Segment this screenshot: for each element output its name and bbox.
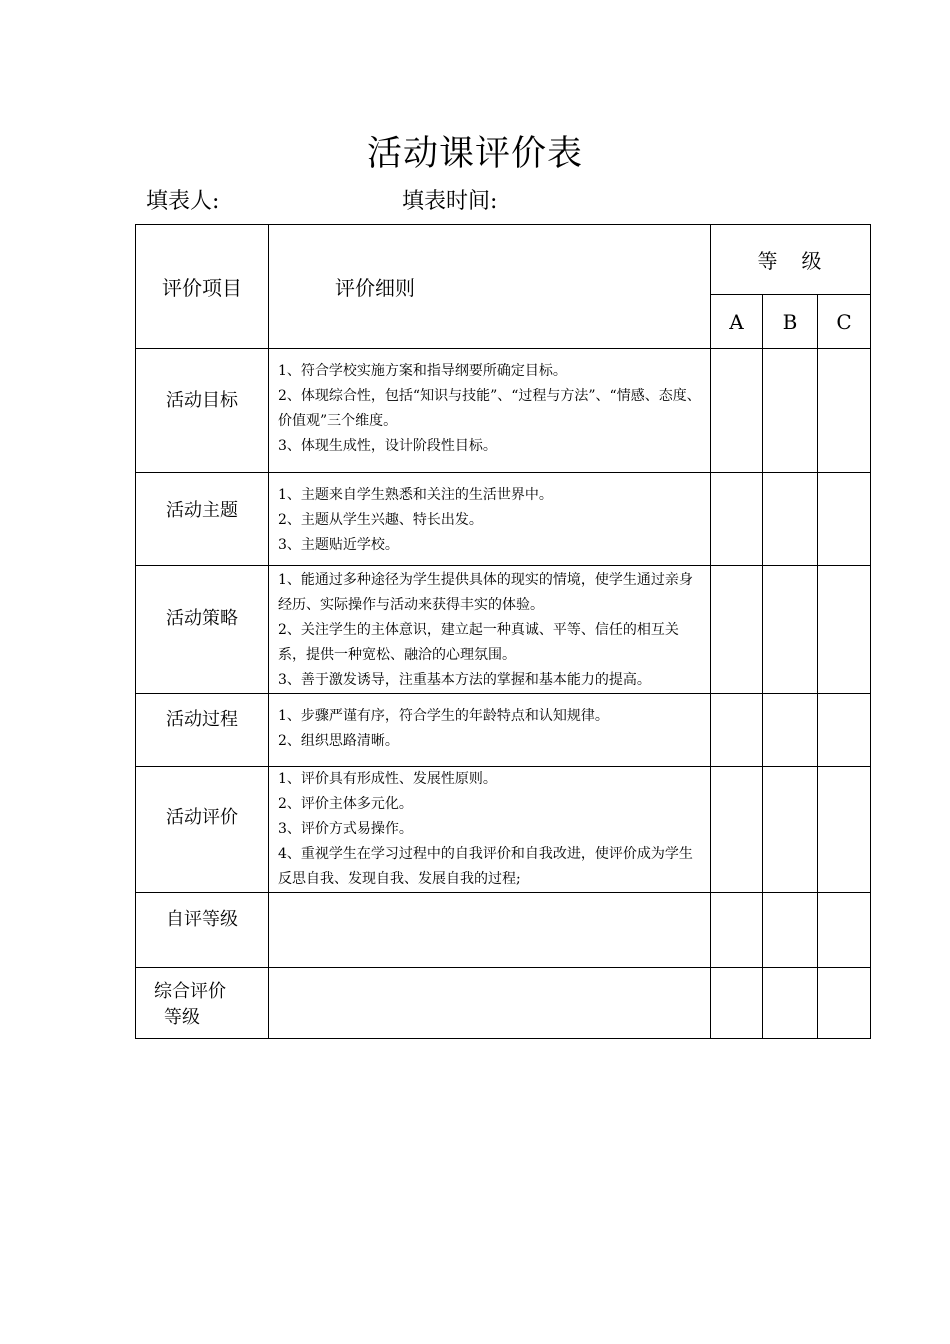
grade-b-cell[interactable] xyxy=(763,968,818,1039)
table-row xyxy=(136,767,871,893)
page-title: 活动课评价表 xyxy=(366,134,583,174)
item-cell xyxy=(136,893,269,968)
self-grade-label: 自评等级 xyxy=(166,909,238,930)
item-cell xyxy=(136,694,269,767)
table-row xyxy=(136,473,871,566)
grade-b-cell[interactable] xyxy=(763,473,818,566)
grade-a-cell[interactable] xyxy=(711,694,763,767)
grade-a-cell[interactable] xyxy=(711,349,763,473)
detail-line: 3、善于激发诱导，注重基本方法的掌握和基本能力的提高。 xyxy=(278,672,651,688)
table-row xyxy=(136,694,871,767)
detail-cell xyxy=(269,349,711,473)
grade-c-cell[interactable] xyxy=(818,893,871,968)
detail-line: 1、评价具有形成性、发展性原则。 xyxy=(278,771,497,787)
item-cell xyxy=(136,473,269,566)
item-label: 活动目标 xyxy=(166,390,238,411)
detail-cell xyxy=(269,473,711,566)
overall-grade-label-line1: 综合评价 xyxy=(154,981,226,1002)
header-detail: 评价细则 xyxy=(269,225,711,349)
grade-a-cell[interactable] xyxy=(711,893,763,968)
detail-cell xyxy=(269,767,711,893)
item-label: 活动策略 xyxy=(166,608,238,629)
grade-c-cell[interactable] xyxy=(818,968,871,1039)
self-grade-row xyxy=(136,893,871,968)
header-item: 评价项目 xyxy=(136,225,269,349)
grade-letter-b: B xyxy=(763,295,818,349)
detail-line: 4、重视学生在学习过程中的自我评价和自我改进，使评价成为学生反思自我、发现自我、发展自我的过程; xyxy=(278,846,693,887)
detail-line: 2、主题从学生兴趣、特长出发。 xyxy=(278,512,483,528)
overall-grade-label-line2: 等级 xyxy=(164,1007,200,1028)
item-cell xyxy=(136,767,269,893)
header-row xyxy=(136,225,871,295)
detail-line: 3、体现生成性，设计阶段性目标。 xyxy=(278,438,497,454)
overall-grade-detail-cell[interactable] xyxy=(269,968,711,1039)
grade-a-cell[interactable] xyxy=(711,767,763,893)
table-row xyxy=(136,349,871,473)
grade-c-cell[interactable] xyxy=(818,566,871,694)
detail-line: 2、关注学生的主体意识，建立起一种真诚、平等、信任的相互关系，提供一种宽松、融洽的心理氛围。 xyxy=(278,622,679,663)
self-grade-detail-cell[interactable] xyxy=(269,893,711,968)
grade-b-cell[interactable] xyxy=(763,893,818,968)
grade-c-cell[interactable] xyxy=(818,473,871,566)
overall-grade-row xyxy=(136,968,871,1039)
item-label: 活动评价 xyxy=(166,807,238,828)
grade-c-cell[interactable] xyxy=(818,349,871,473)
detail-cell xyxy=(269,694,711,767)
grade-b-cell[interactable] xyxy=(763,349,818,473)
date-label: 填表时间: xyxy=(402,189,498,214)
grade-a-cell[interactable] xyxy=(711,473,763,566)
table-row xyxy=(136,566,871,694)
grade-b-cell[interactable] xyxy=(763,767,818,893)
grade-letter-c: C xyxy=(818,295,871,349)
grade-c-cell[interactable] xyxy=(818,767,871,893)
detail-cell xyxy=(269,566,711,694)
item-cell xyxy=(136,566,269,694)
grade-a-cell[interactable] xyxy=(711,566,763,694)
detail-line: 1、主题来自学生熟悉和关注的生活世界中。 xyxy=(278,487,553,503)
grade-b-cell[interactable] xyxy=(763,694,818,767)
detail-line: 3、主题贴近学校。 xyxy=(278,537,399,553)
detail-line: 1、步骤严谨有序，符合学生的年龄特点和认知规律。 xyxy=(278,708,609,724)
detail-line: 2、体现综合性，包括“知识与技能”、“过程与方法”、“情感、态度、价值观”三个维度。 xyxy=(278,388,701,429)
detail-line: 2、评价主体多元化。 xyxy=(278,796,413,812)
evaluation-table xyxy=(135,224,871,1039)
detail-line: 2、组织思路清晰。 xyxy=(278,733,399,749)
detail-line: 3、评价方式易操作。 xyxy=(278,821,413,837)
detail-line: 1、能通过多种途径为学生提供具体的现实的情境，使学生通过亲身经历、实际操作与活动来获得丰实的体验。 xyxy=(278,572,693,613)
grade-c-cell[interactable] xyxy=(818,694,871,767)
grade-b-cell[interactable] xyxy=(763,566,818,694)
grade-letter-a: A xyxy=(711,295,763,349)
item-cell xyxy=(136,349,269,473)
item-cell xyxy=(136,968,269,1039)
header-grade: 等 级 xyxy=(711,225,871,295)
filler-label: 填表人: xyxy=(146,189,220,214)
item-label: 活动过程 xyxy=(166,709,238,730)
grade-a-cell[interactable] xyxy=(711,968,763,1039)
detail-line: 1、符合学校实施方案和指导纲要所确定目标。 xyxy=(278,363,567,379)
item-label: 活动主题 xyxy=(166,500,238,521)
